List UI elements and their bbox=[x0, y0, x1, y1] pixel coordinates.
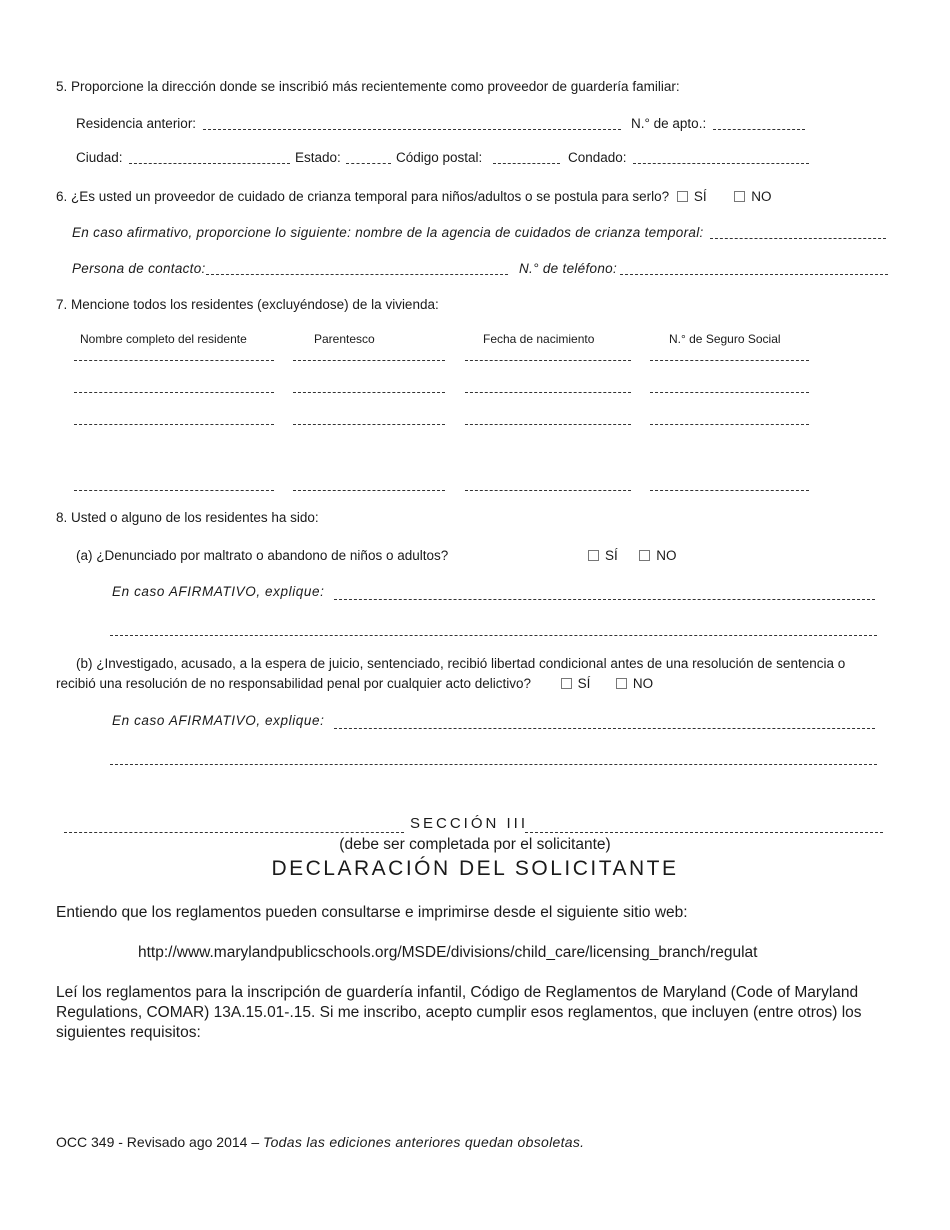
resident-3-ssn-field[interactable] bbox=[650, 424, 809, 425]
q8b-prompt-row bbox=[56, 676, 653, 691]
q8a-yes-checkbox[interactable] bbox=[588, 550, 599, 561]
footer-dash: – bbox=[247, 1134, 264, 1150]
q8a-prompt: (a) ¿Denunciado por maltrato o abandono de niños o adultos? bbox=[76, 548, 449, 563]
contact-field[interactable] bbox=[206, 274, 508, 275]
resident-3-name-field[interactable] bbox=[74, 424, 274, 425]
q7-prompt: 7. Mencione todos los residentes (excluyéndose) de la vivienda: bbox=[56, 297, 439, 312]
q8b-yes-label: SÍ bbox=[577, 676, 591, 691]
resident-2-relationship-field[interactable] bbox=[293, 392, 445, 393]
q8b-no-label: NO bbox=[632, 676, 654, 691]
foster-agency-label: En caso afirmativo, proporcione lo siguiente: nombre de la agencia de cuidados de crianza temporal: bbox=[72, 225, 704, 240]
q8b-prompt-line2: recibió una resolución de no responsabilidad penal por cualquier acto delictivo? bbox=[56, 676, 532, 691]
phone-label: N.° de teléfono: bbox=[519, 261, 618, 276]
q8a-explain-field-1[interactable] bbox=[334, 599, 875, 600]
obsolete-note: Todas las ediciones anteriores quedan obsoletas. bbox=[263, 1134, 585, 1150]
q8a-yes-label: SÍ bbox=[605, 548, 618, 563]
contact-label: Persona de contacto: bbox=[72, 261, 206, 276]
section-title: SECCIÓN III bbox=[410, 815, 529, 832]
q8a-no-label: NO bbox=[656, 548, 677, 563]
resident-4-dob-field[interactable] bbox=[465, 490, 631, 491]
footer bbox=[56, 1134, 584, 1150]
resident-1-dob-field[interactable] bbox=[465, 360, 631, 361]
resident-4-relationship-field[interactable] bbox=[293, 490, 445, 491]
q8a-explain-label: En caso AFIRMATIVO, explique: bbox=[112, 584, 325, 599]
resident-2-name-field[interactable] bbox=[74, 392, 274, 393]
resident-3-dob-field[interactable] bbox=[465, 424, 631, 425]
regulations-intro: Entiendo que los reglamentos pueden consultarse e imprimirse desde el siguiente sitio web: bbox=[56, 904, 688, 921]
zip-field[interactable] bbox=[493, 163, 560, 164]
county-field[interactable] bbox=[633, 163, 809, 164]
resident-1-name-field[interactable] bbox=[74, 360, 274, 361]
resident-3-relationship-field[interactable] bbox=[293, 424, 445, 425]
q8-prompt: 8. Usted o alguno de los residentes ha sido: bbox=[56, 510, 319, 525]
resident-1-relationship-field[interactable] bbox=[293, 360, 445, 361]
q8a-options bbox=[584, 548, 677, 563]
q6-no-label: NO bbox=[751, 189, 772, 204]
apt-label: N.° de apto.: bbox=[631, 116, 707, 131]
q8b-explain-field-1[interactable] bbox=[334, 728, 875, 729]
zip-label: Código postal: bbox=[396, 150, 483, 165]
section-rule-left bbox=[64, 832, 404, 833]
q8a-no-checkbox[interactable] bbox=[639, 550, 650, 561]
q8b-prompt-line1: (b) ¿Investigado, acusado, a la espera de juicio, sentenciado, recibió libertad condicional antes de una resolución de sentencia o bbox=[76, 656, 846, 671]
form-id: OCC 349 - Revisado ago 2014 bbox=[56, 1134, 248, 1150]
col-header-dob: Fecha de nacimiento bbox=[483, 332, 595, 346]
q6-prompt: 6. ¿Es usted un proveedor de cuidado de crianza temporal para niños/adultos o se postula para serlo? bbox=[56, 189, 670, 204]
q8a-explain-field-2[interactable] bbox=[110, 635, 877, 636]
foster-agency-field[interactable] bbox=[710, 238, 886, 239]
q8b-yes-checkbox[interactable] bbox=[561, 678, 572, 689]
q8b-no-checkbox[interactable] bbox=[616, 678, 627, 689]
apt-field[interactable] bbox=[713, 129, 805, 130]
col-header-relationship: Parentesco bbox=[314, 332, 375, 346]
resident-4-ssn-field[interactable] bbox=[650, 490, 809, 491]
prev-residence-field[interactable] bbox=[203, 129, 621, 130]
resident-4-name-field[interactable] bbox=[74, 490, 274, 491]
q6-no-checkbox[interactable] bbox=[734, 191, 745, 202]
applicant-declaration-heading: DECLARACIÓN DEL SOLICITANTE bbox=[271, 857, 679, 880]
city-label: Ciudad: bbox=[76, 150, 123, 165]
prev-residence-label: Residencia anterior: bbox=[76, 116, 197, 131]
resident-1-ssn-field[interactable] bbox=[650, 360, 809, 361]
section-rule-right bbox=[525, 832, 883, 833]
q8b-explain-field-2[interactable] bbox=[110, 764, 877, 765]
resident-2-ssn-field[interactable] bbox=[650, 392, 809, 393]
q8b-explain-label: En caso AFIRMATIVO, explique: bbox=[112, 713, 325, 728]
phone-field[interactable] bbox=[620, 274, 888, 275]
section-subtitle: (debe ser completada por el solicitante) bbox=[339, 836, 611, 853]
col-header-name: Nombre completo del residente bbox=[80, 332, 247, 346]
q6-yes-checkbox[interactable] bbox=[677, 191, 688, 202]
city-field[interactable] bbox=[129, 163, 290, 164]
state-label: Estado: bbox=[295, 150, 341, 165]
regulations-read-paragraph: Leí los reglamentos para la inscripción de guardería infantil, Código de Reglamentos de Maryland (Code of Maryland Regulations, COMAR) 13A.15.01-.15. Si me inscribo, acepto cumplir esos reglamentos, que incluyen (entre otros) los siguientes requisitos: bbox=[56, 984, 862, 1041]
county-label: Condado: bbox=[568, 150, 627, 165]
state-field[interactable] bbox=[346, 163, 391, 164]
col-header-ssn: N.° de Seguro Social bbox=[669, 332, 781, 346]
q5-prompt: 5. Proporcione la dirección donde se inscribió más recientemente como proveedor de guardería familiar: bbox=[56, 79, 680, 94]
resident-2-dob-field[interactable] bbox=[465, 392, 631, 393]
regulations-url[interactable]: http://www.marylandpublicschools.org/MSDE/divisions/child_care/licensing_branch/regulat bbox=[138, 944, 758, 961]
q6-prompt-row bbox=[56, 189, 771, 204]
q6-yes-label: SÍ bbox=[693, 189, 707, 204]
